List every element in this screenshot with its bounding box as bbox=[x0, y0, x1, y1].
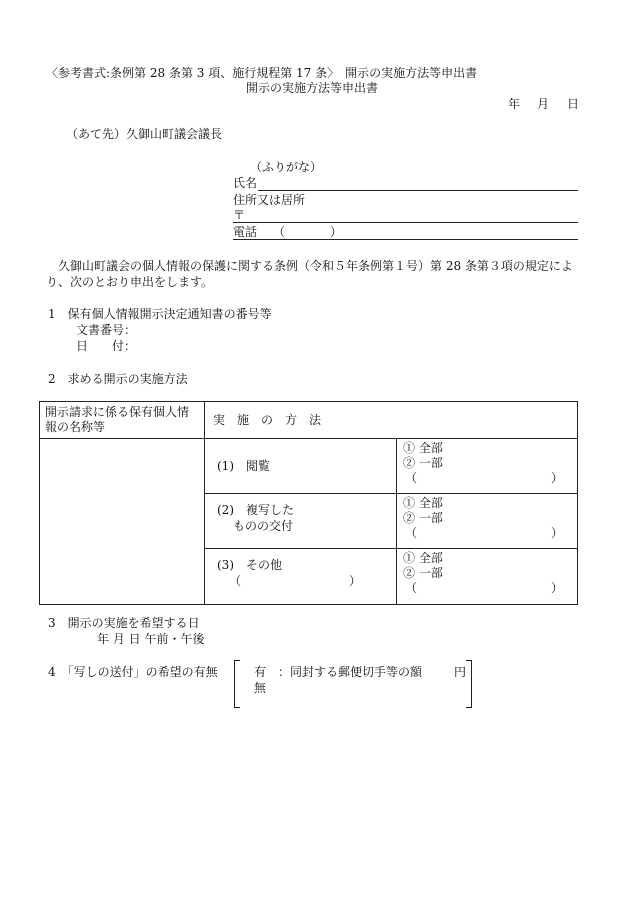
yen-label: 円 bbox=[454, 665, 467, 679]
right-bracket bbox=[466, 660, 472, 708]
method-header-cell bbox=[205, 402, 578, 439]
reference-line: 〈参考書式:条例第 28 条第 3 項、施行規程第 17 条〉 開示の実施方法等申出書 bbox=[46, 66, 478, 80]
intro-line-2: り、次のとおり申出をします。 bbox=[46, 275, 214, 289]
other-opt-paren-close: ） bbox=[550, 581, 563, 595]
notice-date-label: 日 付： bbox=[76, 339, 137, 353]
mailing-yes-line[interactable]: 有 ：同封する郵便切手等の額 bbox=[254, 665, 423, 679]
form-title: 開示の実施方法等申出書 bbox=[246, 81, 379, 95]
address-label: 住所又は居所 bbox=[233, 193, 306, 207]
disclosure-method-table bbox=[39, 401, 578, 605]
address-field-line[interactable] bbox=[233, 222, 578, 223]
copy-option-part[interactable]: ② 一部 bbox=[403, 511, 443, 525]
copy-option-all[interactable]: ① 全部 bbox=[403, 496, 443, 510]
left-bracket bbox=[234, 660, 240, 708]
date-month-label: 月 bbox=[537, 97, 550, 111]
date-year-label: 年 bbox=[508, 97, 521, 111]
viewing-option-part[interactable]: ② 一部 bbox=[403, 456, 443, 470]
method-copy-cell bbox=[205, 494, 397, 549]
phone-label: 電話 bbox=[233, 225, 258, 239]
section1-heading: 1 保有個人情報開示決定通知書の番号等 bbox=[48, 307, 272, 321]
other-paren-close: ） bbox=[348, 573, 361, 588]
mailing-no-line[interactable]: 無 bbox=[254, 681, 267, 695]
phone-paren-open: （ bbox=[273, 225, 286, 239]
method-copy-label-line1: (2) 複写した bbox=[217, 503, 294, 517]
viewing-paren-open: （ bbox=[405, 471, 418, 485]
phone-paren-close: ） bbox=[330, 225, 343, 239]
viewing-options-cell[interactable] bbox=[397, 439, 578, 494]
info-name-header-cell bbox=[40, 402, 205, 439]
viewing-paren-close: ） bbox=[550, 471, 563, 485]
section3-heading: 3 開示の実施を希望する日 bbox=[48, 616, 200, 630]
date-day-label: 日 bbox=[567, 97, 580, 111]
phone-field-line[interactable] bbox=[233, 239, 578, 240]
name-label: 氏名 bbox=[233, 176, 258, 190]
method-other-cell bbox=[205, 549, 397, 605]
doc-number-label: 文書番号： bbox=[76, 323, 137, 337]
method-other-label: (3) その他 bbox=[217, 558, 282, 572]
info-name-input-cell[interactable] bbox=[40, 439, 205, 605]
furigana-label: （ふりがな） bbox=[250, 160, 323, 174]
addressee: （あて先）久御山町議会議長 bbox=[66, 127, 223, 141]
other-options-cell[interactable] bbox=[397, 549, 578, 605]
copy-options-cell[interactable] bbox=[397, 494, 578, 549]
name-field-line[interactable] bbox=[258, 190, 578, 191]
other-opt-paren-open: （ bbox=[405, 581, 418, 595]
method-viewing-label: (1) 閲覧 bbox=[217, 459, 270, 473]
copy-paren-close: ） bbox=[550, 526, 563, 540]
info-name-header-line2: 報の名称等 bbox=[45, 420, 106, 434]
method-copy-label-line2: ものの交付 bbox=[233, 518, 294, 533]
info-name-header-line1: 開示請求に係る保有個人情 bbox=[45, 405, 190, 419]
viewing-option-all[interactable]: ① 全部 bbox=[403, 441, 443, 455]
intro-line-1: 久御山町議会の個人情報の保護に関する条例（令和５年条例第１号）第 28 条第３項の規定によ bbox=[58, 259, 573, 273]
other-option-all[interactable]: ① 全部 bbox=[403, 551, 443, 565]
section4-heading: 4 「写しの送付」の希望の有無 bbox=[48, 665, 218, 679]
desired-date-line: 年 月 日 午前・午後 bbox=[97, 632, 205, 646]
method-header: 実 施 の 方 法 bbox=[213, 413, 322, 427]
other-paren-open: （ bbox=[229, 573, 242, 588]
postal-mark: 〒 bbox=[233, 208, 246, 222]
method-viewing-cell bbox=[205, 439, 397, 494]
section2-heading: 2 求める開示の実施方法 bbox=[48, 372, 188, 386]
copy-paren-open: （ bbox=[405, 526, 418, 540]
other-option-part[interactable]: ② 一部 bbox=[403, 566, 443, 580]
